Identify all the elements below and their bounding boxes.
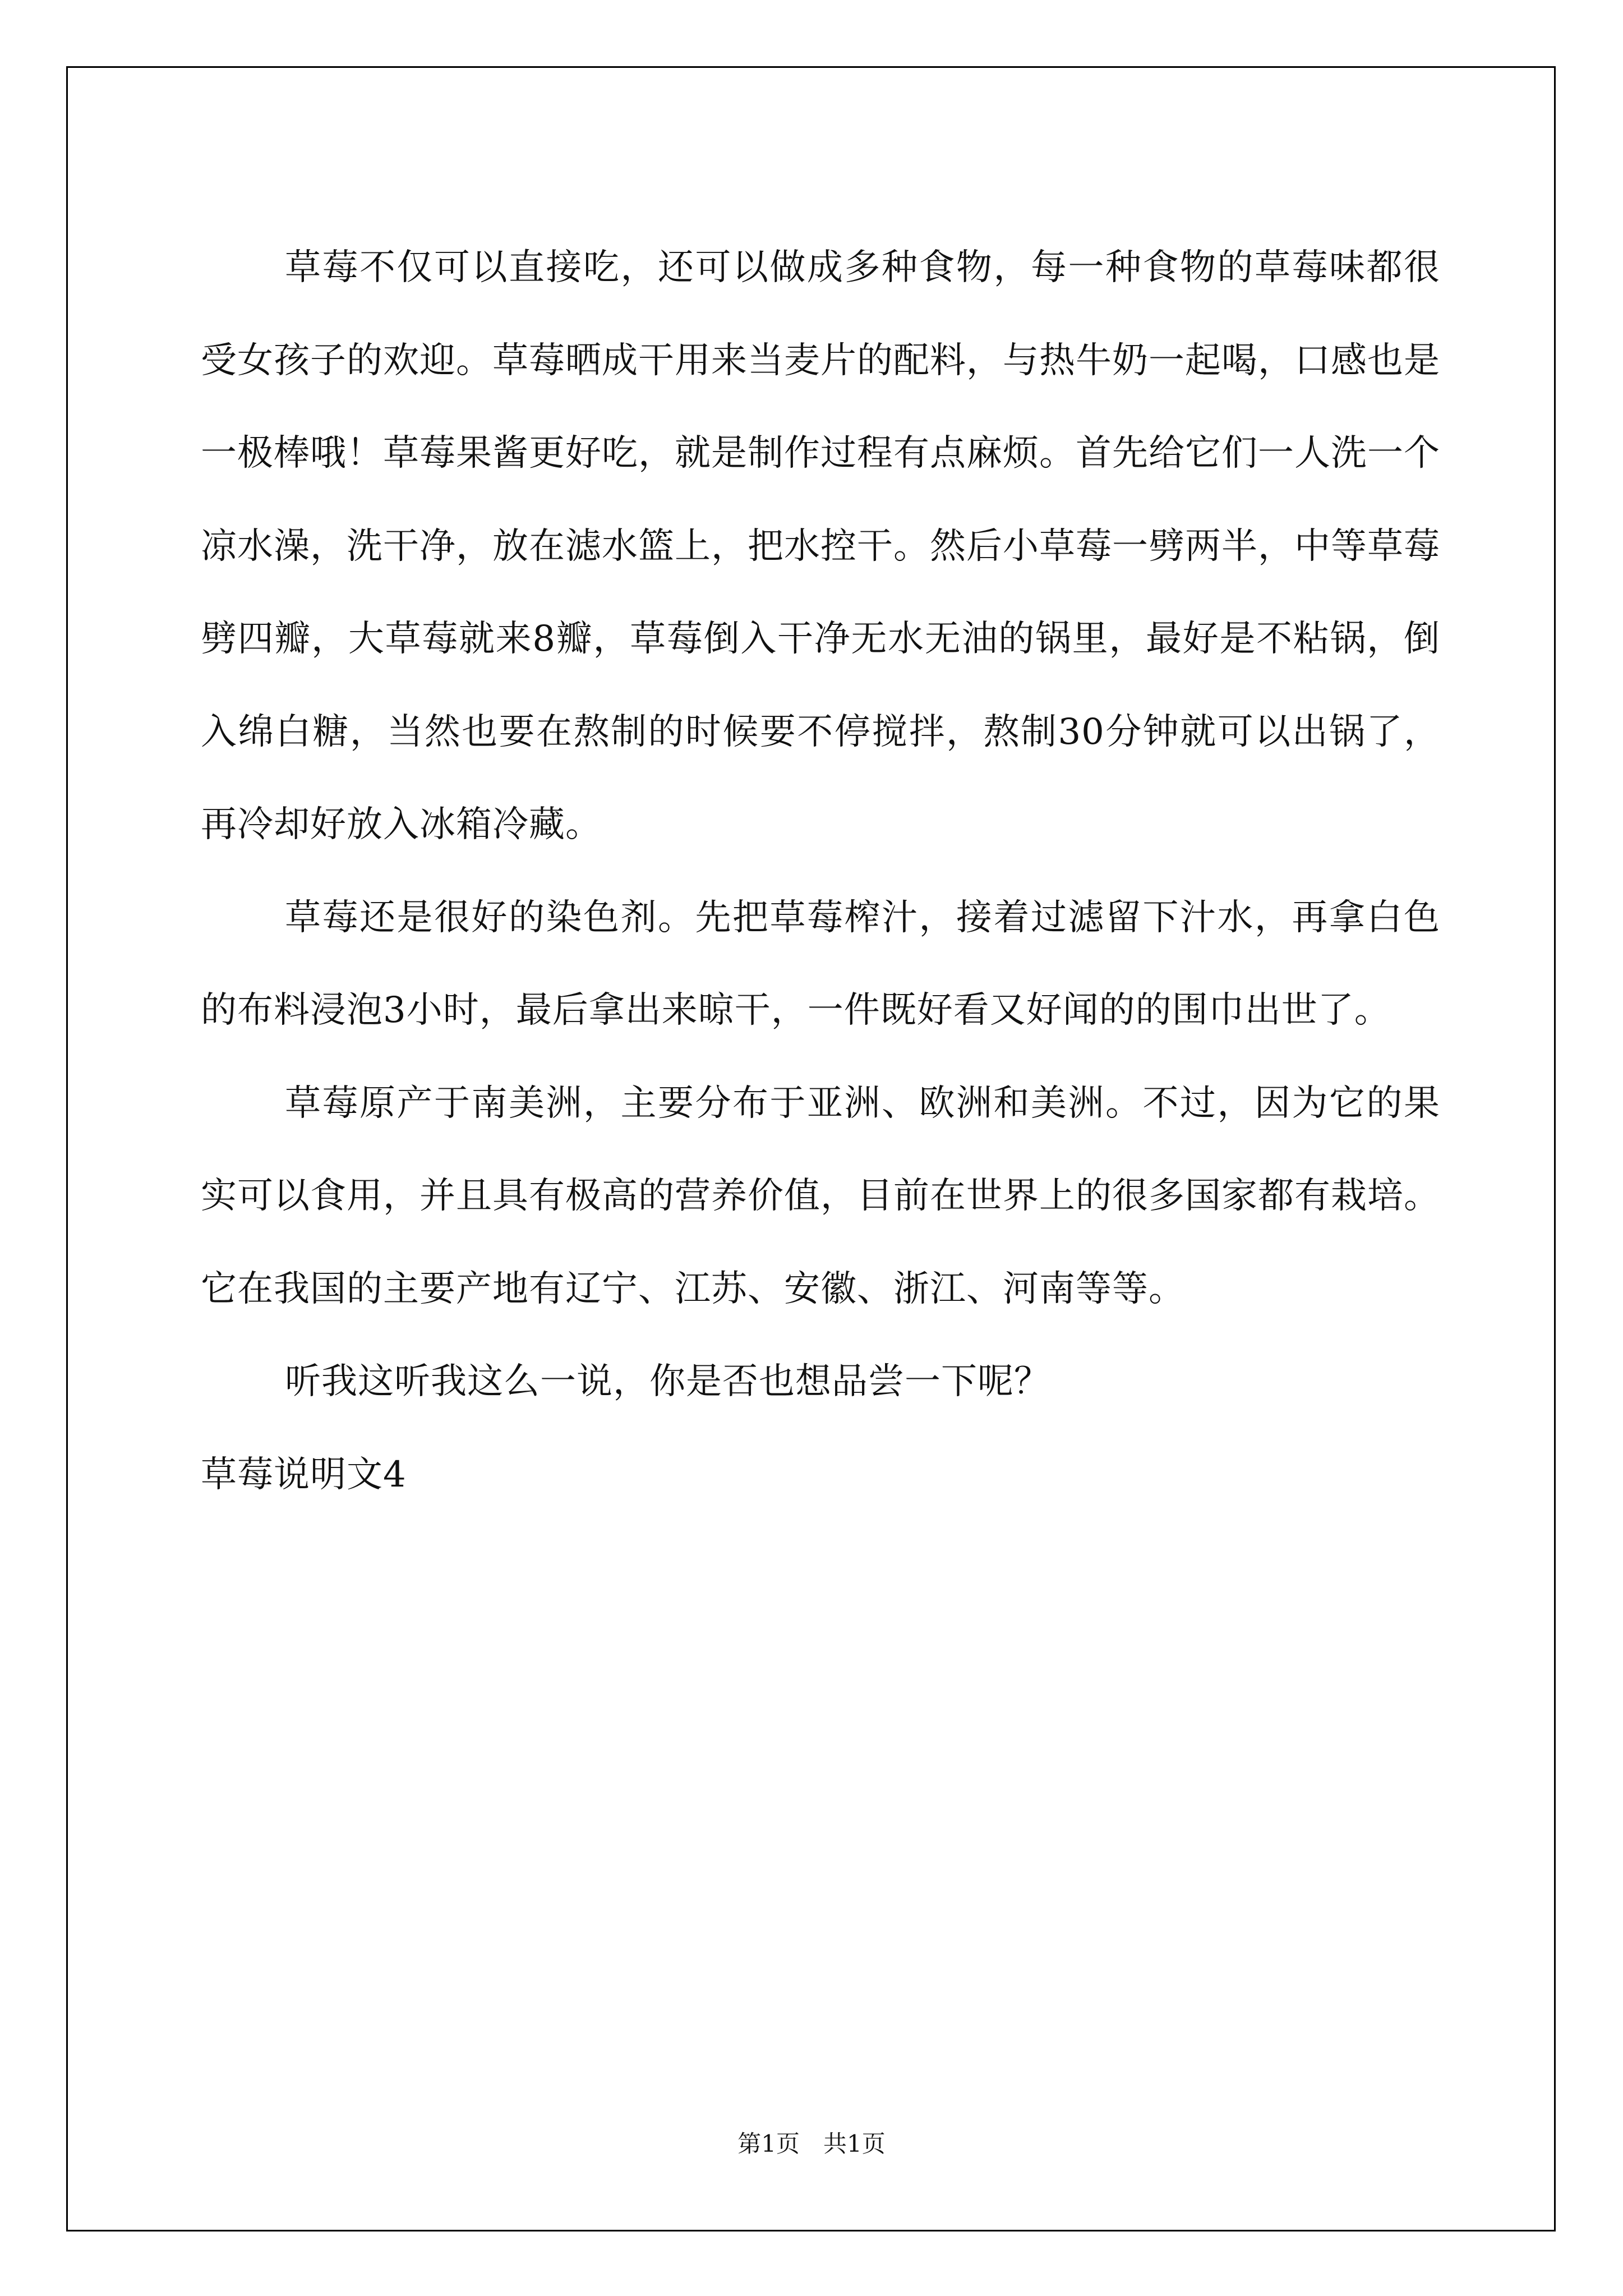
section-heading: 草莓说明文4: [201, 1453, 407, 1496]
paragraph-1: 草莓不仅可以直接吃，还可以做成多种食物，每一种食物的草莓味都很受女孩子的欢迎。草莓晒成干用来当麦片的配料，与热牛奶一起喝，口感也是一极棒哦！草莓果酱更好吃，就是制作过程有点麻烦。首先给它们一人洗一个凉水澡，洗干净，放在滤水篮上，把水控干。然后小草莓一劈两半，中等草莓劈四瓣，大草莓就来8瓣，草莓倒入干净无水无油的锅里，最好是不粘锅，倒入绵白糖，当然也要在熬制的时候要不停搅拌，熬制30分钟就可以出锅了，再冷却好放入冰箱冷藏。: [201, 247, 1440, 845]
paragraph-2: 草莓还是很好的染色剂。先把草莓榨汁，接着过滤留下汁水，再拿白色的布料浸泡3小时，最后拿出来晾干，一件既好看又好闻的的围巾出世了。: [201, 896, 1440, 1031]
document-body: [201, 222, 1440, 1521]
paragraph-4: 听我这听我这么一说，你是否也想品尝一下呢？: [285, 1361, 1050, 1402]
page-number-footer: 第1页 共1页: [737, 2130, 886, 2157]
paragraph-3: 草莓原产于南美洲，主要分布于亚洲、欧洲和美洲。不过，因为它的果实可以食用，并且具有极高的营养价值，目前在世界上的很多国家都有栽培。它在我国的主要产地有辽宁、江苏、安徽、浙江、河南等等。: [201, 1082, 1440, 1310]
